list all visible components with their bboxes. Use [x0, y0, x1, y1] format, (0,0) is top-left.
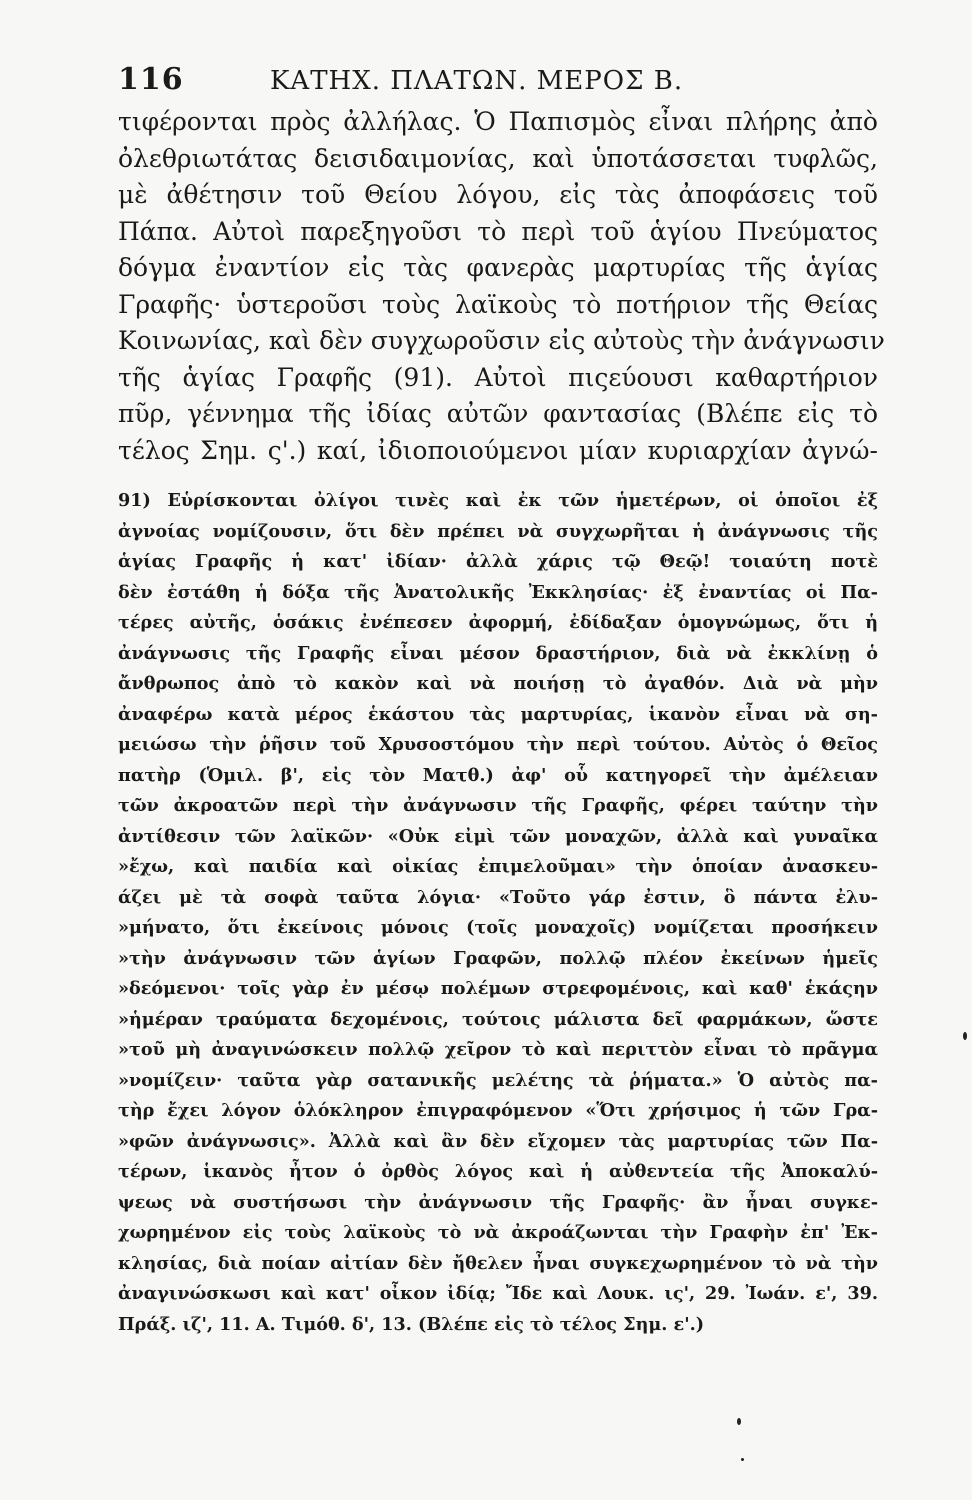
footnote-line: »νομίζειν· ταῦτα γὰρ σατανικῆς μελέτης τὰ ῥήματα.» Ὁ αὐτὸς πα-: [118, 1069, 878, 1091]
main-text-line: Πάπα. Αὐτοὶ παρεξηγοῦσι τὸ περὶ τοῦ ἁγίου Πνεύματος: [118, 216, 878, 246]
page-number: 116: [118, 62, 184, 97]
footnote-line: μειώσω τὴν ῥῆσιν τοῦ Χρυσοστόμου τὴν περὶ τούτου. Αὐτὸς ὁ Θεῖος: [118, 734, 878, 755]
footnote-line: »φῶν ἀνάγνωσις». Ἀλλὰ καὶ ἂν δὲν εἴχομεν τὰς μαρτυρίας τῶν Πα-: [118, 1130, 878, 1152]
ink-speck: [737, 1418, 741, 1425]
footnote-line: τέρων, ἱκανὸς ἦτον ὁ ὀρθὸς λόγος καὶ ἡ αὐθεντεία τῆς Ἀποκαλύ-: [118, 1161, 878, 1182]
footnote-line: δὲν ἐστάθη ἡ δόξα τῆς Ἀνατολικῆς Ἐκκλησίας· ἐξ ἐναντίας οἱ Πα-: [118, 581, 878, 603]
footnote-line: ἁγίας Γραφῆς ἡ κατ' ἰδίαν· ἀλλὰ χάρις τῷ Θεῷ! τοιαύτη ποτὲ: [118, 551, 878, 572]
footnote-line: »τὴν ἀνάγνωσιν τῶν ἁγίων Γραφῶν, πολλῷ πλέον ἐκείνων ἡμεῖς: [118, 947, 878, 969]
main-text-line: ὀλεθριωτάτας δεισιδαιμονίας, καὶ ὑποτάσσεται τυφλῶς,: [118, 143, 878, 173]
running-title: ΚΑΤΗΧ. ΠΛΑΤΩΝ. ΜΕΡΟΣ Β.: [270, 66, 684, 96]
footnote-line: 91) Εὑρίσκονται ὀλίγοι τινὲς καὶ ἐκ τῶν ἡμετέρων, οἱ ὁποῖοι ἐξ: [118, 490, 878, 511]
main-text-line: μὲ ἀθέτησιν τοῦ Θείου λόγου, εἰς τὰς ἀποφάσεις τοῦ: [118, 180, 878, 209]
footnote-line: »ἡμέραν τραύματα δεχομένοις, τούτοις μάλιστα δεῖ φαρμάκων, ὥστε: [118, 1008, 878, 1030]
ink-speck: [963, 1032, 967, 1040]
main-text-line: πῦρ, γέννημα τῆς ἰδίας αὐτῶν φαντασίας (Βλέπε εἰς τὸ: [118, 399, 878, 428]
page-header: [118, 62, 888, 106]
footnote-line: ἀναφέρω κατὰ μέρος ἑκάστου τὰς μαρτυρίας, ἱκανὸν εἶναι νὰ ση-: [118, 703, 878, 725]
footnote-line: τὴρ ἔχει λόγον ὁλόκληρον ἐπιγραφόμενον «Ὅτι χρήσιμος ἡ τῶν Γρα-: [118, 1100, 878, 1121]
main-text-line: τέλος Σημ. ς'.) καί, ἰδιοποιούμενοι μίαν κυριαρχίαν ἀγνώ-: [118, 435, 878, 465]
footnote-line: ἀνάγνωσις τῆς Γραφῆς εἶναι μέσον δραστήριον, διὰ νὰ ἐκκλίνῃ ὁ: [118, 642, 878, 664]
main-text: [118, 104, 885, 469]
footnote-line: τῶν ἀκροατῶν περὶ τὴν ἀνάγνωσιν τῆς Γραφῆς, φέρει ταύτην τὴν: [118, 795, 878, 816]
footnote-91: [118, 486, 878, 1340]
footnote-line: »μήνατο, ὅτι ἐκείνοις μόνοις (τοῖς μοναχοῖς) νομίζεται προσήκειν: [118, 917, 878, 938]
footnote-line: »δεόμενοι· τοῖς γὰρ ἐν μέσῳ πολέμων στρεφομένοις, καὶ καθ' ἑκάςην: [118, 978, 878, 999]
footnote-line: ἀντίθεσιν τῶν λαϊκῶν· «Οὐκ εἰμὶ τῶν μοναχῶν, ἀλλὰ καὶ γυναῖκα: [118, 825, 878, 847]
main-text-line: Γραφῆς· ὑστεροῦσι τοὺς λαϊκοὺς τὸ ποτήριον τῆς Θείας: [118, 289, 878, 319]
main-text-line: δόγμα ἐναντίον εἰς τὰς φανερὰς μαρτυρίας τῆς ἁγίας: [118, 253, 878, 282]
footnote-line: τέρες αὐτῆς, ὁσάκις ἐνέπεσεν ἀφορμή, ἐδίδαξαν ὁμογνώμως, ὅτι ἡ: [118, 612, 878, 633]
main-text-line: τιφέρονται πρὸς ἀλλήλας. Ὁ Παπισμὸς εἶναι πλήρης ἀπὸ: [118, 107, 878, 136]
ink-speck: [741, 1458, 744, 1461]
main-text-line: Κοινωνίας, καὶ δὲν συγχωροῦσιν εἰς αὐτοὺς τὴν ἀνάγνωσιν: [118, 326, 885, 355]
main-text-line: τῆς ἁγίας Γραφῆς (91). Αὐτοὶ πιςεύουσι καθαρτήριον: [118, 362, 878, 392]
footnote-line: χωρημένον εἰς τοὺς λαϊκοὺς τὸ νὰ ἀκροάζωνται τὴν Γραφὴν ἐπ' Ἐκ-: [118, 1222, 878, 1243]
footnote-line: »τοῦ μὴ ἀναγινώσκειν πολλῷ χεῖρον τὸ καὶ περιττὸν εἶναι τὸ πρᾶγμα: [118, 1039, 878, 1060]
footnote-line: Πράξ. ιζ', 11. Α. Τιμόθ. δ', 13. (Βλέπε εἰς τὸ τέλος Σημ. ε'.): [118, 1313, 705, 1335]
footnote-line: ψεως νὰ συστήσωσι τὴν ἀνάγνωσιν τῆς Γραφῆς· ἂν ἦναι συγκε-: [118, 1191, 878, 1213]
footnote-line: πατὴρ (Ὁμιλ. β', εἰς τὸν Ματθ.) ἀφ' οὗ κατηγορεῖ τὴν ἀμέλειαν: [118, 764, 878, 786]
footnote-line: κλησίας, διὰ ποίαν αἰτίαν δὲν ἤθελεν ἦναι συγκεχωρημένον τὸ νὰ τὴν: [118, 1252, 878, 1274]
footnote-line: »ἔχω, καὶ παιδία καὶ οἰκίας ἐπιμελοῦμαι» τὴν ὁποίαν ἀνασκευ-: [118, 856, 878, 877]
footnote-line: ἄνθρωπος ἀπὸ τὸ κακὸν καὶ νὰ ποιήσῃ τὸ ἀγαθόν. Διὰ νὰ μὴν: [118, 673, 878, 694]
footnote-line: ἀγνοίας νομίζουσιν, ὅτι δὲν πρέπει νὰ συγχωρῆται ἡ ἀνάγνωσις τῆς: [118, 520, 878, 542]
footnote-line: ἀναγινώσκωσι καὶ κατ' οἶκον ἰδίᾳ; Ἴδε καὶ Λουκ. ις', 29. Ἰωάν. ε', 39.: [118, 1283, 878, 1304]
footnote-line: άζει μὲ τὰ σοφὰ ταῦτα λόγια· «Τοῦτο γάρ ἐστιν, ὃ πάντα ἐλυ-: [118, 886, 878, 908]
